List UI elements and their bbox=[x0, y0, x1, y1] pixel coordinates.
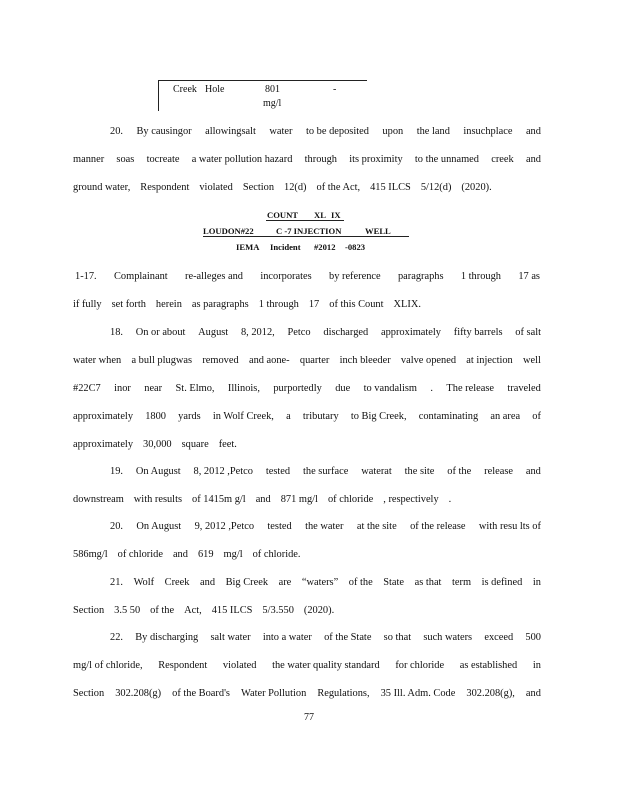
text-fragment: Complainant bbox=[113, 271, 168, 282]
text-fragment: 302.208(g) bbox=[115, 688, 162, 699]
text-fragment: of 1415m g/l bbox=[192, 494, 246, 505]
text-fragment: downstream bbox=[73, 494, 124, 505]
text-fragment: term bbox=[452, 577, 472, 588]
text-fragment: of salt bbox=[515, 327, 541, 338]
text-fragment: yards bbox=[178, 411, 201, 422]
text-fragment: to vandalism bbox=[363, 383, 418, 394]
text-fragment: ground water, bbox=[73, 182, 131, 193]
text-fragment: #22C7 bbox=[73, 383, 101, 394]
text-fragment: and bbox=[255, 494, 271, 505]
text-fragment: water bbox=[269, 126, 293, 137]
text-fragment: water when bbox=[73, 355, 122, 366]
text-fragment: re-alleges and bbox=[185, 271, 243, 282]
text-fragment: On August bbox=[135, 466, 181, 477]
text-fragment: and bbox=[525, 466, 541, 477]
text-fragment: set forth bbox=[111, 299, 146, 310]
text-fragment: allowingsalt bbox=[205, 126, 256, 137]
text-fragment: waterat bbox=[361, 466, 392, 477]
text-fragment: (2020). bbox=[303, 605, 335, 616]
text-fragment: creek bbox=[491, 154, 514, 165]
text-fragment: mg/l bbox=[223, 549, 243, 560]
text-fragment: the water quality standard bbox=[272, 660, 380, 671]
text-fragment: Regulations, bbox=[317, 688, 370, 699]
text-fragment: of the release bbox=[410, 521, 466, 532]
text-fragment: 1800 bbox=[145, 411, 166, 422]
text-fragment: to Big Creek, bbox=[350, 411, 407, 422]
text-fragment: 22. bbox=[110, 632, 123, 643]
text-fragment: with results bbox=[133, 494, 182, 505]
text-fragment: Wolf bbox=[133, 577, 155, 588]
text-fragment: 3.5 50 bbox=[114, 605, 141, 616]
text-fragment: for chloride bbox=[395, 660, 445, 671]
text-fragment: On or about bbox=[135, 327, 186, 338]
text-fragment: with resu lts of bbox=[478, 521, 541, 532]
text-fragment: . bbox=[430, 383, 434, 394]
text-fragment: herein bbox=[155, 299, 182, 310]
text-fragment: to be deposited bbox=[306, 126, 369, 137]
text-fragment: “waters” bbox=[301, 577, 339, 588]
text-fragment: St. Elmo, bbox=[175, 383, 215, 394]
text-fragment: of chloride bbox=[327, 494, 374, 505]
text-fragment: violated bbox=[222, 660, 257, 671]
text-fragment: the site bbox=[404, 466, 435, 477]
text-fragment: manner bbox=[73, 154, 105, 165]
text-fragment: and bbox=[200, 577, 216, 588]
text-fragment: at the site bbox=[356, 521, 397, 532]
text-fragment: 415 ILCS bbox=[211, 605, 253, 616]
paragraph-line bbox=[73, 383, 541, 394]
text-fragment: tributary bbox=[302, 411, 339, 422]
text-fragment: State bbox=[383, 577, 405, 588]
paragraph-line bbox=[73, 632, 541, 643]
text-fragment: 18. bbox=[110, 327, 123, 338]
paragraph-line bbox=[73, 688, 541, 699]
text-fragment: of the bbox=[447, 466, 472, 477]
table-cell: 801 bbox=[265, 84, 280, 95]
text-fragment: of the Board's bbox=[172, 688, 230, 699]
text-fragment: by reference bbox=[329, 271, 381, 282]
paragraph-line bbox=[73, 439, 541, 450]
text-fragment: into a water bbox=[262, 632, 312, 643]
text-fragment: of chloride bbox=[117, 549, 163, 560]
text-fragment: and bbox=[525, 154, 541, 165]
text-fragment: of the bbox=[150, 605, 175, 616]
paragraph-line bbox=[73, 411, 541, 422]
text-fragment: insuchplace bbox=[463, 126, 513, 137]
text-fragment: of bbox=[532, 411, 541, 422]
text-fragment: Respondent bbox=[158, 660, 208, 671]
text-fragment: and bbox=[172, 549, 188, 560]
text-fragment: traveled bbox=[507, 383, 541, 394]
text-fragment: of chloride. bbox=[252, 549, 301, 560]
text-fragment: and bbox=[525, 688, 541, 699]
text-fragment: as paragraphs bbox=[191, 299, 249, 310]
text-fragment: as established bbox=[459, 660, 518, 671]
paragraph-line bbox=[73, 182, 541, 193]
text-fragment: near bbox=[144, 383, 163, 394]
paragraph-line bbox=[73, 521, 541, 532]
text-fragment: 12(d) bbox=[284, 182, 307, 193]
text-fragment: The release bbox=[446, 383, 494, 394]
text-fragment: 415 ILCS bbox=[370, 182, 411, 193]
text-fragment: Water Pollution bbox=[241, 688, 307, 699]
text-fragment: Act, bbox=[184, 605, 202, 616]
text-fragment: well bbox=[523, 355, 541, 366]
table-cell: Hole bbox=[205, 84, 225, 95]
table-cell: mg/l bbox=[263, 98, 282, 109]
text-fragment: (2020). bbox=[461, 182, 492, 193]
text-fragment: Big Creek bbox=[225, 577, 269, 588]
text-fragment: the surface bbox=[303, 466, 349, 477]
text-fragment: By causingor bbox=[136, 126, 192, 137]
text-fragment: in bbox=[532, 577, 541, 588]
text-fragment: through bbox=[304, 154, 337, 165]
text-fragment: a water pollution hazard bbox=[191, 154, 293, 165]
text-fragment: contaminating bbox=[418, 411, 479, 422]
document-page: Creek Hole 801 mg/l - 20. By causingor allowingsalt water to be deposited upon the land insuchplace and manner soas tocreate a water pollution hazard through its proximity to the unnamed creek and ground water, Respondent violated Section 12(d) of the Act, 415 ILCS 5/12(d) (2020). COUNT XL IX LOUDON#22 C -7 INJECTION WELL IEMA Incident #2012 -0823 1-17. Complainant re-alleges and incorporates by reference paragraphs 1 through 17 as if fully set forth herein as paragraphs 1 through 17 of this Count XLIX. 18. On or about August 8, 2012, Petco discharged approximately fifty barrels of salt water when a bull plugwas removed and aone- quarter inch bleeder valve opened at injection well #22C7 inor near St. Elmo, Illinois, purportedly due to vandalism . The release traveled approximately 1800 yards in Wolf Creek, a tributary to Big Creek, contaminating an area of approximately 30,000 square feet. 19. On August 8, 2012 ,Petco tested the surface waterat the site of the release and downstream with results of 1415m g/l and 871 mg/l of chloride , respectively . 20. On August 9, 2012 ,Petco tested the water at the site of the release with resu lts of 586mg/l of chloride and 619 mg/l of chloride. 21. Wolf Creek and Big Creek are “waters” of the State as that term is defined in Section 3.5 50 of the Act, 415 ILCS 5/3.550 (2020). 22. By discharging salt water into a water of the State so that such waters exceed 500 mg/l of chloride, Respondent violated the water quality standard for chloride as established in Section 302.208(g) of the Board's Water Pollution Regulations, 35 Ill. Adm. Code 302.208(g), and 77 bbox=[0, 0, 618, 800]
table-cell: Creek bbox=[173, 84, 197, 95]
text-fragment: paragraphs bbox=[397, 271, 444, 282]
text-fragment: 17 bbox=[308, 299, 320, 310]
paragraph-line bbox=[73, 126, 541, 137]
text-fragment: quarter bbox=[299, 355, 330, 366]
text-fragment: 619 bbox=[197, 549, 214, 560]
text-fragment: 1-17. bbox=[75, 271, 97, 282]
text-fragment: fifty barrels bbox=[453, 327, 503, 338]
text-fragment: 19. bbox=[110, 466, 123, 477]
text-fragment: 9, 2012 ,Petco bbox=[194, 521, 255, 532]
text-fragment: Illinois, bbox=[227, 383, 260, 394]
text-fragment: . bbox=[448, 494, 452, 505]
text-fragment: removed bbox=[202, 355, 239, 366]
text-fragment: so that bbox=[383, 632, 412, 643]
text-fragment: 30,000 bbox=[143, 439, 172, 450]
text-fragment: On August bbox=[136, 521, 182, 532]
text-fragment: 1 through bbox=[258, 299, 299, 310]
text-fragment: are bbox=[278, 577, 292, 588]
paragraph-line bbox=[73, 577, 541, 588]
text-fragment: the land bbox=[416, 126, 450, 137]
text-fragment: an area bbox=[490, 411, 521, 422]
text-fragment: tested bbox=[267, 521, 292, 532]
text-fragment: incorporates bbox=[260, 271, 312, 282]
text-fragment: and aone- bbox=[248, 355, 290, 366]
text-fragment: Respondent bbox=[140, 182, 190, 193]
text-fragment: salt water bbox=[210, 632, 251, 643]
table-cell: - bbox=[333, 84, 337, 95]
page-number: 77 bbox=[304, 712, 314, 723]
paragraph-line bbox=[73, 299, 541, 310]
text-fragment: 302.208(g), bbox=[466, 688, 515, 699]
text-fragment: By discharging bbox=[135, 632, 199, 643]
text-fragment: of the State bbox=[324, 632, 372, 643]
text-fragment: exceed bbox=[484, 632, 514, 643]
text-fragment: due bbox=[335, 383, 351, 394]
text-fragment: mg/l of chloride, bbox=[73, 660, 143, 671]
text-fragment: valve opened bbox=[400, 355, 457, 366]
text-fragment: in bbox=[532, 660, 541, 671]
text-fragment: 8, 2012 ,Petco bbox=[193, 466, 253, 477]
text-fragment: , respectively bbox=[383, 494, 439, 505]
text-fragment: of the Act, bbox=[316, 182, 361, 193]
text-fragment: purportedly bbox=[273, 383, 322, 394]
text-fragment: 586mg/l bbox=[73, 549, 108, 560]
text-fragment: August bbox=[198, 327, 229, 338]
table-fragment bbox=[158, 80, 367, 111]
text-fragment: such waters bbox=[423, 632, 473, 643]
text-fragment: inor bbox=[114, 383, 131, 394]
text-fragment: 17 as bbox=[518, 271, 540, 282]
text-fragment: in Wolf Creek, bbox=[212, 411, 274, 422]
text-fragment: 20. bbox=[110, 521, 123, 532]
text-fragment: XLIX. bbox=[393, 299, 421, 310]
text-fragment: at injection bbox=[466, 355, 513, 366]
text-fragment: Section bbox=[73, 605, 105, 616]
text-fragment: 1 through bbox=[460, 271, 501, 282]
paragraph-line bbox=[73, 660, 541, 671]
text-fragment: the water bbox=[305, 521, 344, 532]
text-fragment: approximately bbox=[380, 327, 441, 338]
text-fragment: of this Count bbox=[329, 299, 384, 310]
text-fragment: is defined bbox=[481, 577, 523, 588]
text-fragment: feet. bbox=[218, 439, 237, 450]
text-fragment: 21. bbox=[110, 577, 123, 588]
text-fragment: approximately bbox=[73, 411, 134, 422]
paragraph-line bbox=[73, 494, 541, 505]
paragraph-line bbox=[73, 466, 541, 477]
text-fragment: 35 Ill. Adm. Code bbox=[380, 688, 456, 699]
text-fragment: upon bbox=[382, 126, 404, 137]
paragraph-line bbox=[75, 271, 540, 282]
text-fragment: inch bleeder bbox=[339, 355, 391, 366]
text-fragment: a bull plugwas bbox=[131, 355, 193, 366]
text-fragment: Section bbox=[73, 688, 105, 699]
paragraph-line bbox=[73, 154, 541, 165]
text-fragment: 5/3.550 bbox=[262, 605, 294, 616]
text-fragment: tocreate bbox=[146, 154, 180, 165]
text-fragment: 5/12(d) bbox=[420, 182, 452, 193]
text-fragment: its proximity bbox=[349, 154, 403, 165]
text-fragment: 500 bbox=[525, 632, 541, 643]
text-fragment: a bbox=[286, 411, 291, 422]
paragraph-line bbox=[73, 355, 541, 366]
text-fragment: discharged bbox=[323, 327, 369, 338]
text-fragment: if fully bbox=[73, 299, 102, 310]
text-fragment: approximately bbox=[73, 439, 134, 450]
text-fragment: and bbox=[525, 126, 541, 137]
text-fragment: Section bbox=[242, 182, 275, 193]
text-fragment: soas bbox=[116, 154, 135, 165]
paragraph-line bbox=[73, 327, 541, 338]
text-fragment: to the unnamed bbox=[414, 154, 479, 165]
text-fragment: Creek bbox=[164, 577, 190, 588]
text-fragment: 8, 2012, bbox=[240, 327, 275, 338]
text-fragment: square bbox=[181, 439, 209, 450]
text-fragment: 20. bbox=[110, 126, 123, 137]
text-fragment: as that bbox=[414, 577, 442, 588]
text-fragment: violated bbox=[199, 182, 233, 193]
text-fragment: of the bbox=[348, 577, 373, 588]
text-fragment: release bbox=[484, 466, 513, 477]
paragraph-line bbox=[73, 605, 541, 616]
text-fragment: 871 mg/l bbox=[280, 494, 318, 505]
text-fragment: Petco bbox=[287, 327, 311, 338]
text-fragment: tested bbox=[265, 466, 291, 477]
paragraph-line bbox=[73, 549, 541, 560]
